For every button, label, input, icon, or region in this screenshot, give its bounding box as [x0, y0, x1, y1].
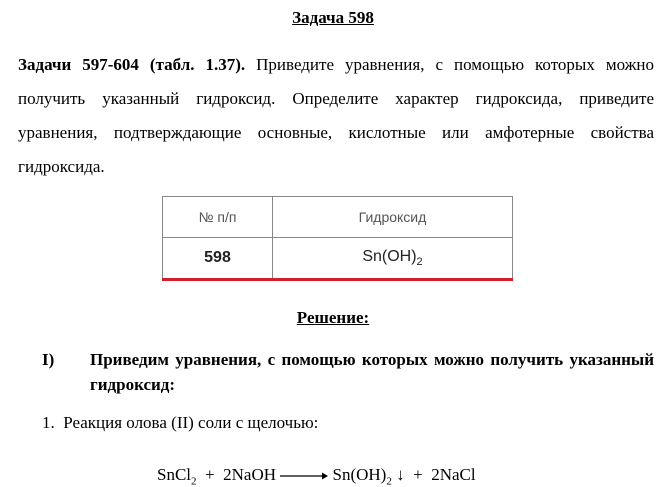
precipitate-arrow-icon: ↓ [396, 465, 405, 484]
reaction-number: 1. [42, 413, 55, 432]
reaction-line [42, 413, 318, 433]
product-2: 2NaCl [431, 465, 476, 484]
hydroxide-table [162, 196, 513, 281]
solution-step [42, 347, 654, 397]
reaction-text: Реакция олова (II) соли с щелочью: [63, 413, 319, 432]
header-number: № п/п [163, 197, 273, 238]
product-1-subscript: 2 [386, 475, 392, 487]
cell-hydroxide [273, 238, 513, 280]
step-text: Приведим уравнения, с помощью которых можно получить указанный гидроксид: [90, 350, 654, 394]
step-number: I) [42, 350, 55, 369]
reaction-arrow-icon [280, 471, 328, 481]
plus-sign-2: + [413, 465, 423, 484]
product-1: Sn(OH) [332, 465, 387, 484]
chemical-equation [157, 465, 476, 487]
task-text: Приведите уравнения, с помощью которых можно получить указанный гидроксид. Определите характер гидроксида, приведите уравнения, подтверждающие основные, кислотные или амфотерные свойства гидроксида. [18, 55, 655, 176]
reactant-1-subscript: 2 [191, 475, 197, 487]
plus-sign: + [205, 465, 215, 484]
task-reference: Задачи 597-604 (табл. 1.37). [18, 55, 246, 74]
header-hydroxide: Гидроксид [273, 197, 513, 238]
table-header-row [163, 197, 513, 238]
task-statement [18, 48, 654, 184]
reactant-2: 2NaOH [223, 465, 277, 484]
hydroxide-subscript: 2 [416, 256, 423, 269]
solution-heading: Решение: [296, 308, 370, 327]
reactant-1: SnCl [157, 465, 192, 484]
task-title: Задача 598 [292, 8, 374, 27]
hydroxide-formula: Sn(OH) [362, 247, 417, 265]
table-row [163, 238, 513, 280]
cell-number: 598 [163, 238, 273, 280]
